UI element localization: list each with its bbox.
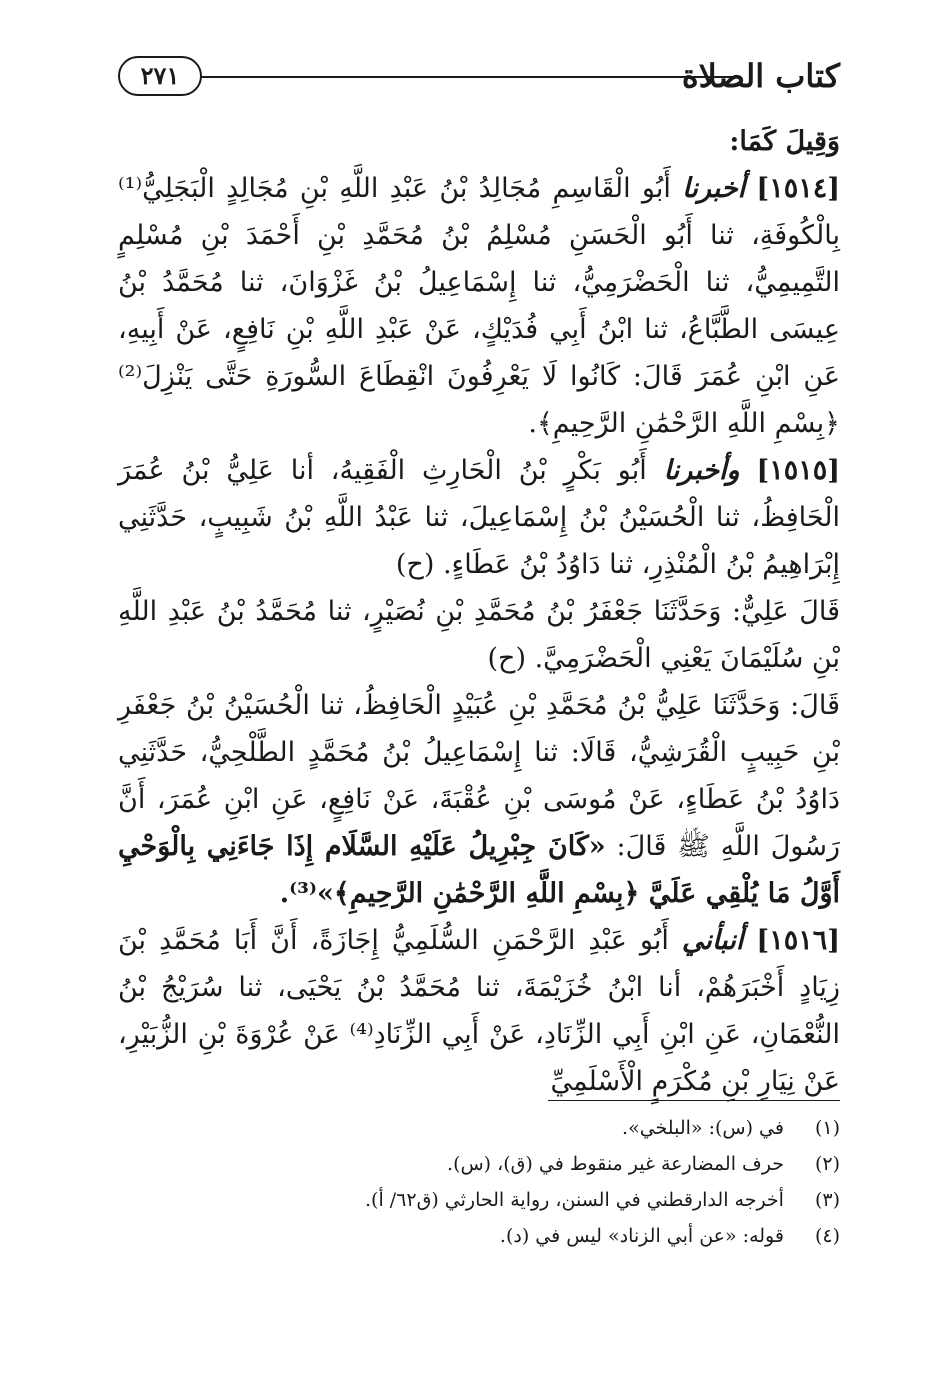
footnote bbox=[118, 1182, 840, 1218]
intro-heading: وَقِيلَ كَمَا: bbox=[729, 126, 840, 157]
chain-text: قَالَ: وَحَدَّثَنَا عَلِيُّ بْنُ مُحَمَّدِ بْنِ عُبَيْدٍ الْحَافِظُ، ثنا الْحُسَيْنُ بْنُ جَعْفَرِ بْنِ حَبِيبٍ الْقُرَشِيُّ، قَالَا: ثنا إِسْمَاعِيلُ بْنُ مُحَمَّدٍ الطَّلْحِيُّ، حَدَّثَنِي دَاوُدُ بْنُ عَطَاءٍ، عَنْ مُوسَى بْنِ عُقْبَةَ، عَنْ نَافِعٍ، عَنِ ابْنِ عُمَرَ، أَنَّ رَسُولَ اللَّهِ ﷺ قَالَ: bbox=[118, 690, 840, 862]
page-number: ٢٧١ bbox=[118, 56, 202, 96]
footnote-number: (٢) bbox=[814, 1153, 840, 1175]
transmission-verb: وأخبرنا bbox=[663, 455, 740, 486]
hadith-text: أَبُو عَبْدِ الرَّحْمَنِ السُّلَمِيُّ إِجَازَةً، أَنَّ أَبَا مُحَمَّدِ بْنَ زِيَادٍ أَخْبَرَهُمْ، أنا ابْنُ خُزَيْمَةَ، ثنا مُحَمَّدُ بْنُ يَحْيَى، ثنا سُرَيْجُ بْنُ النُّعْمَانِ، عَنِ ابْنِ أَبِي الزِّنَادِ، عَنْ أَبِي الزِّنَادِ⁽⁴⁾ عَنْ عُرْوَةَ بْنِ الزُّبَيْرِ، عَنْ نِيَارِ بْنِ مُكْرَمٍ الْأَسْلَمِيِّ bbox=[118, 925, 840, 1097]
hadith-1515 bbox=[118, 447, 840, 588]
hadith-number: [١٥١٥] bbox=[756, 455, 841, 486]
footnotes bbox=[118, 1110, 840, 1254]
hadith-text: أَبُو الْقَاسِمِ مُجَالِدُ بْنُ عَبْدِ اللَّهِ بْنِ مُجَالِدٍ الْبَجَلِيُّ⁽¹⁾ بِالْكُوفَةِ، ثنا أَبُو الْحَسَنِ مُسْلِمُ بْنُ مُحَمَّدِ بْنِ أَحْمَدَ بْنِ مُسْلِمٍ التَّمِيمِيُّ، ثنا الْحَضْرَمِيُّ، ثنا إِسْمَاعِيلُ بْنُ غَزْوَانَ، ثنا مُحَمَّدُ بْنُ عِيسَى الطَّبَّاعُ، ثنا ابْنُ أَبِي فُدَيْكٍ، عَنْ عَبْدِ اللَّهِ بْنِ نَافِعٍ، عَنْ أَبِيهِ، عَنِ ابْنِ عُمَرَ قَالَ: كَانُوا لَا يَعْرِفُونَ انْقِطَاعَ السُّورَةِ حَتَّى يَنْزِلَ⁽²⁾ ﴿بِسْمِ اللَّهِ الرَّحْمَٰنِ الرَّحِيمِ﴾. bbox=[118, 173, 840, 439]
chain-paragraph: قَالَ عَلِيٌّ: وَحَدَّثَنَا جَعْفَرُ بْنُ مُحَمَّدِ بْنِ نُصَيْرٍ، ثنا مُحَمَّدُ بْنُ عَبْدِ اللَّهِ بْنِ سُلَيْمَانَ يَعْنِي الْحَضْرَمِيَّ. (ح) bbox=[118, 596, 840, 674]
prophetic-quote: «كَانَ جِبْرِيلُ عَلَيْهِ السَّلَام إِذَا جَاءَنِي بِالْوَحْيِ أَوَّلُ مَا يُلْقِي عَلَيَّ ﴿بِسْمِ اللَّهِ الرَّحْمَٰنِ الرَّحِيمِ﴾»⁽³⁾. bbox=[118, 831, 840, 909]
footnote-number: (٣) bbox=[814, 1189, 840, 1211]
hadith-number: [١٥١٦] bbox=[756, 925, 840, 956]
chapter-title: كتاب الصلاة bbox=[681, 57, 840, 95]
footnote bbox=[118, 1218, 840, 1254]
footnote-number: (٤) bbox=[814, 1225, 840, 1247]
hadith-1514 bbox=[118, 165, 840, 447]
transmission-verb: أخبرنا bbox=[682, 173, 746, 204]
footnote-separator bbox=[548, 1100, 840, 1101]
page-header bbox=[118, 48, 840, 106]
hadith-1516 bbox=[118, 917, 840, 1105]
footnote-text: قوله: «عن أبي الزناد» ليس في (د). bbox=[499, 1225, 784, 1247]
transmission-verb: أنبأني bbox=[681, 925, 744, 956]
footnote-text: حرف المضارعة غير منقوط في (ق)، (س). bbox=[447, 1153, 784, 1175]
footnote bbox=[118, 1110, 840, 1146]
header-rule bbox=[200, 76, 738, 78]
footnote bbox=[118, 1146, 840, 1182]
footnote-number: (١) bbox=[814, 1117, 840, 1139]
main-text bbox=[118, 118, 841, 1097]
footnote-text: أخرجه الدارقطني في السنن، رواية الحارثي (ق٦٢/ أ). bbox=[365, 1189, 784, 1211]
footnote-text: في (س): «البلخي». bbox=[622, 1117, 784, 1139]
hadith-text: أَبُو بَكْرٍ بْنُ الْحَارِثِ الْفَقِيهُ، أنا عَلِيُّ بْنُ عُمَرَ الْحَافِظُ، ثنا الْحُسَيْنُ بْنُ إِسْمَاعِيلَ، ثنا عَبْدُ اللَّهِ بْنُ شَبِيبٍ، حَدَّثَنِي إِبْرَاهِيمُ بْنُ الْمُنْذِرِ، ثنا دَاوُدُ بْنُ عَطَاءٍ. (ح) bbox=[118, 455, 840, 580]
chain-paragraph bbox=[118, 682, 840, 917]
hadith-number: [١٥١٤] bbox=[756, 173, 840, 204]
